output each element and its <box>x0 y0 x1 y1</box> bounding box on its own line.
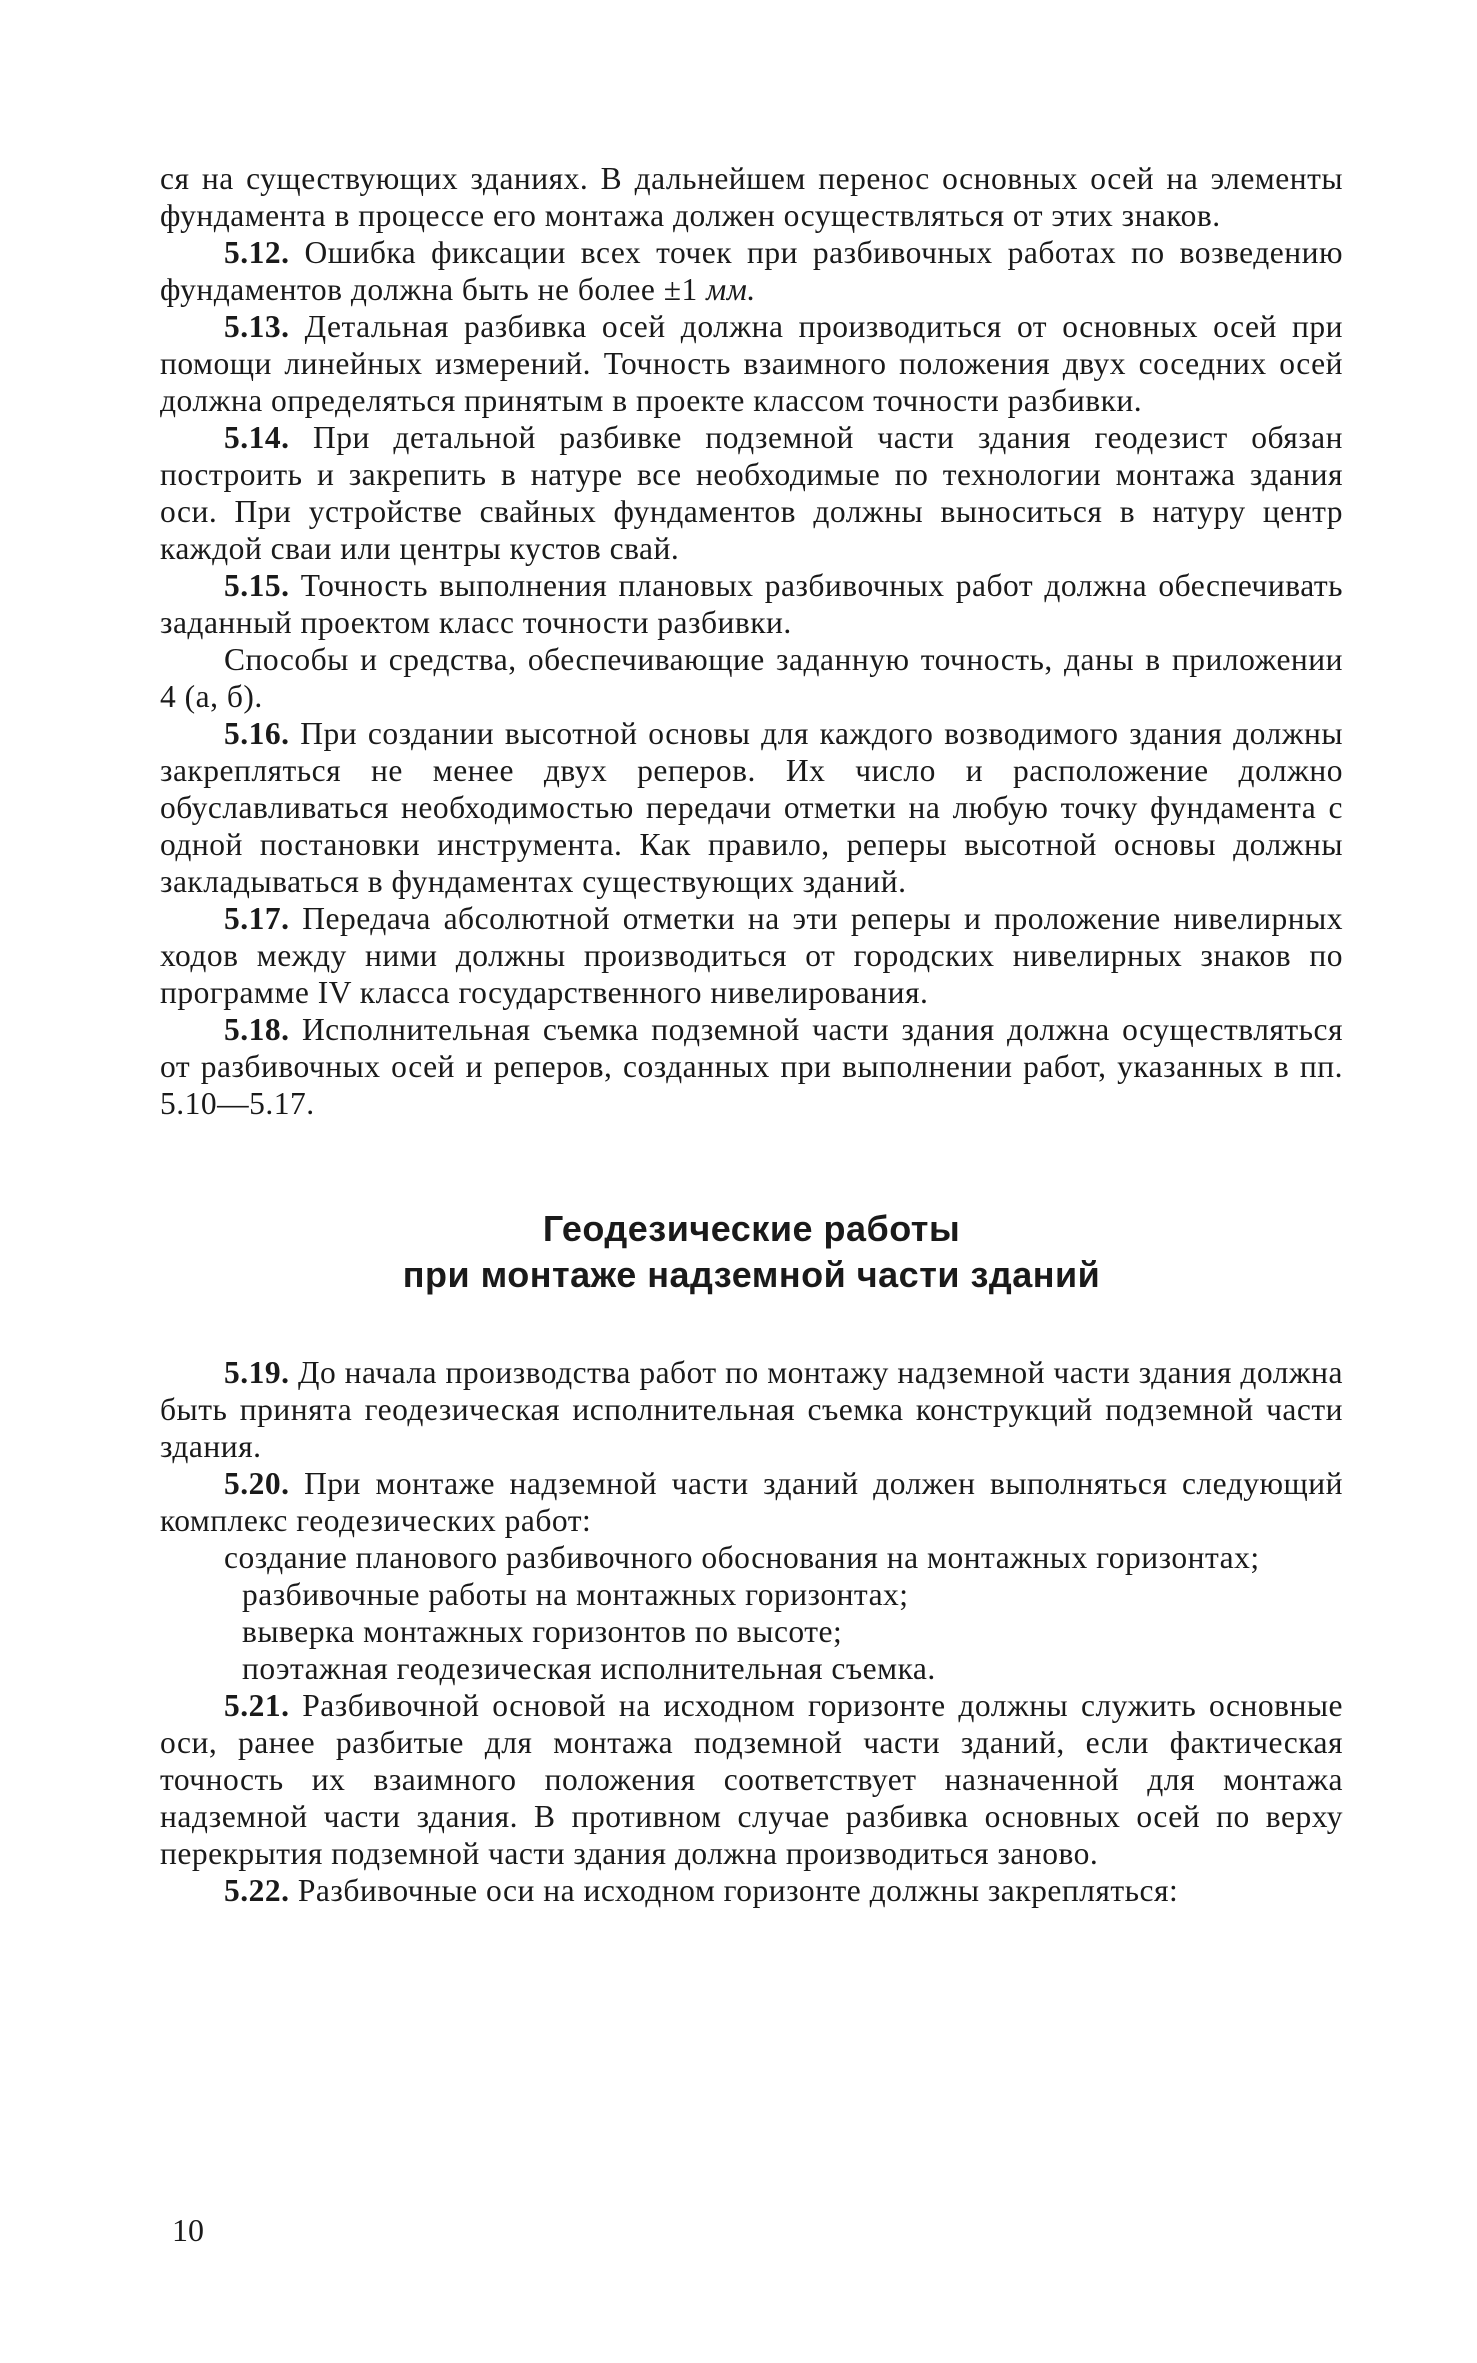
clause-number: 5.17. <box>224 901 290 936</box>
text-column <box>160 160 1343 1909</box>
paragraph-5-22 <box>160 1872 1343 1909</box>
paragraph-text: Детальная разбивка осей должна производиться от основных осей при помощи линейных измерений. Точность взаимного положения двух соседних осей должна определяться принятым в проекте классом точности разбивки. <box>160 309 1344 418</box>
clause-number: 5.13. <box>224 309 290 344</box>
list-item-text: поэтажная геодезическая исполнительная съемка. <box>242 1651 936 1686</box>
list-item <box>160 1650 1343 1687</box>
list-item-text: выверка монтажных горизонтов по высоте; <box>242 1614 843 1649</box>
clause-number: 5.12. <box>224 235 290 270</box>
section-heading <box>160 1206 1343 1298</box>
paragraph-5-16 <box>160 715 1343 900</box>
paragraph-text: При детальной разбивке подземной части здания геодезист обязан построить и закрепить в натуре все необходимые по технологии монтажа здания оси. При устройстве свайных фундаментов должны выноситься в натуру центр каждой сваи или центры кустов свай. <box>160 420 1344 566</box>
clause-number: 5.16. <box>224 716 290 751</box>
section-heading-line-2: при монтаже надземной части зданий <box>402 1254 1101 1295</box>
paragraph-text: Способы и средства, обеспечивающие заданную точность, даны в приложении 4 (а, б). <box>160 642 1343 714</box>
clause-number: 5.19. <box>224 1355 290 1390</box>
clause-number: 5.14. <box>224 420 290 455</box>
clause-number: 5.15. <box>224 568 290 603</box>
paragraph-5-20 <box>160 1465 1343 1539</box>
paragraph-5-17 <box>160 900 1343 1011</box>
list-item-text: разбивочные работы на монтажных горизонтах; <box>242 1577 909 1612</box>
paragraph-continuation <box>160 160 1343 234</box>
paragraph-text: При создании высотной основы для каждого возводимого здания должны закрепляться не менее двух реперов. Их число и расположение должно обуславливаться необходимостью передачи отметки на любую точку фундамента с одной постановки инструмента. Как правило, реперы высотной основы должны закладываться в фундаментах существующих зданий. <box>160 716 1344 899</box>
clause-number: 5.21. <box>224 1688 290 1723</box>
paragraph-text: Разбивочные оси на исходном горизонте должны закрепляться: <box>297 1873 1179 1908</box>
paragraph-5-21 <box>160 1687 1343 1872</box>
paragraph-5-15 <box>160 567 1343 641</box>
paragraph-text: Ошибка фиксации всех точек при разбивочных работах по возведению фундаментов должна быть не более ±1 <box>160 235 1344 307</box>
paragraph-5-14 <box>160 419 1343 567</box>
list-item <box>160 1576 1343 1613</box>
paragraph-text: Передача абсолютной отметки на эти реперы и проложение нивелирных ходов между ними должны производиться от городских нивелирных знаков по программе IV класса государственного нивелирования. <box>160 901 1343 1010</box>
paragraph-5-13 <box>160 308 1343 419</box>
paragraph-5-19 <box>160 1354 1343 1465</box>
paragraph-text: До начала производства работ по монтажу надземной части здания должна быть принята геодезическая исполнительная съемка конструкций подземной части здания. <box>160 1355 1343 1464</box>
paragraph-5-12 <box>160 234 1343 308</box>
unit-label: мм. <box>706 272 756 307</box>
list-item <box>160 1539 1343 1576</box>
clause-number: 5.18. <box>224 1012 290 1047</box>
paragraph-5-18 <box>160 1011 1343 1122</box>
clause-number: 5.22. <box>224 1873 290 1908</box>
list-item <box>160 1613 1343 1650</box>
paragraph-5-15-methods <box>160 641 1343 715</box>
paragraph-text: Разбивочной основой на исходном горизонте должны служить основные оси, ранее разбитые для монтажа подземной части зданий, если фактическая точность их взаимного положения соответствует назначенной для монтажа надземной части здания. В противном случае разбивка основных осей по верху перекрытия подземной части здания должна производиться заново. <box>160 1688 1343 1871</box>
paragraph-text: Точность выполнения плановых разбивочных работ должна обеспечивать заданный проектом класс точности разбивки. <box>160 568 1343 640</box>
paragraph-text: Исполнительная съемка подземной части здания должна осуществляться от разбивочных осей и реперов, созданных при выполнении работ, указанных в пп. 5.10—5.17. <box>160 1012 1344 1121</box>
paragraph-text: ся на существующих зданиях. В дальнейшем перенос основных осей на элементы фундамента в процессе его монтажа должен осуществляться от этих знаков. <box>160 161 1343 233</box>
page-number: 10 <box>172 2212 204 2248</box>
section-heading-line-1: Геодезические работы <box>542 1208 961 1249</box>
list-item-text: создание планового разбивочного обоснования на монтажных горизонтах; <box>224 1540 1260 1575</box>
clause-number: 5.20. <box>224 1466 290 1501</box>
paragraph-text: При монтаже надземной части зданий должен выполняться следующий комплекс геодезических работ: <box>160 1466 1343 1538</box>
